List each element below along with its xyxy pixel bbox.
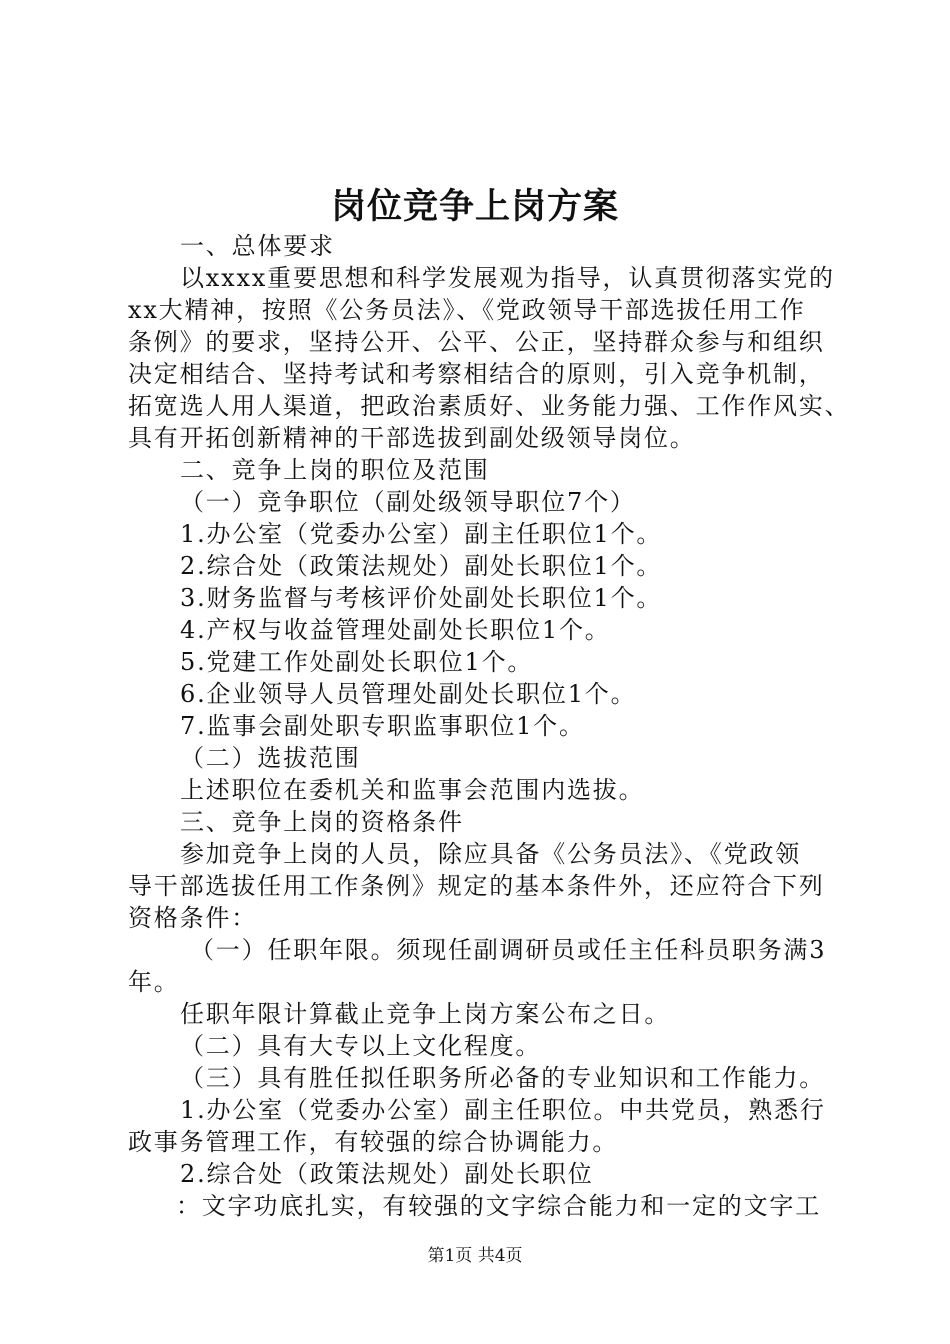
paragraph-line: 政事务管理工作，有较强的综合协调能力。 (128, 1128, 619, 1156)
paragraph-line: 具有开拓创新精神的干部选拔到副处级领导岗位。 (128, 424, 696, 452)
section-heading-2: 二、竞争上岗的职位及范围 (180, 456, 490, 484)
list-item: 1.办公室（党委办公室）副主任职位。中共党员，熟悉行 (180, 1096, 826, 1124)
section-heading-3: 三、竞争上岗的资格条件 (180, 808, 464, 836)
paragraph-line: 拓宽选人用人渠道，把政治素质好、业务能力强、工作作风实、 (128, 392, 851, 420)
list-item: 5.党建工作处副处长职位1个。 (180, 648, 534, 676)
paragraph-line: 决定相结合、坚持考试和考察相结合的原则，引入竞争机制， (128, 360, 825, 388)
paragraph-line: （三）具有胜任拟任职务所必备的专业知识和工作能力。 (180, 1064, 825, 1092)
list-item: 4.产权与收益管理处副处长职位1个。 (180, 616, 611, 644)
section-heading-1: 一、总体要求 (180, 232, 335, 260)
paragraph-line: ：文字功底扎实，有较强的文字综合能力和一定的文字工 (176, 1192, 821, 1220)
paragraph-line: 年。 (128, 968, 180, 996)
list-item: 6.企业领导人员管理处副处长职位1个。 (180, 680, 637, 708)
paragraph-line: 条例》的要求，坚持公开、公平、公正，坚持群众参与和组织 (128, 328, 825, 356)
paragraph-line: （二）具有大专以上文化程度。 (180, 1032, 542, 1060)
paragraph-line: （一）任职年限。须现任副调研员或任主任科员职务满3 (190, 936, 827, 964)
paragraph-line: xx大精神，按照《公务员法》、《党政领导干部选拔任用工作 (128, 296, 806, 324)
list-item: 3.财务监督与考核评价处副处长职位1个。 (180, 584, 663, 612)
list-item: 7.监事会副处职专职监事职位1个。 (180, 712, 585, 740)
list-item: 2.综合处（政策法规处）副处长职位1个。 (180, 552, 663, 580)
paragraph-line: 任职年限计算截止竞争上岗方案公布之日。 (180, 1000, 671, 1028)
page-number-footer: 第1页 共4页 (427, 1246, 523, 1266)
paragraph-line: 导干部选拔任用工作条例》规定的基本条件外，还应符合下列 (128, 872, 825, 900)
list-item: 1.办公室（党委办公室）副主任职位1个。 (180, 520, 663, 548)
paragraph-line: 以xxxx重要思想和科学发展观为指导，认真贯彻落实党的 (180, 264, 835, 292)
subsection-heading: （二）选拔范围 (180, 744, 361, 772)
paragraph-line: 资格条件： (128, 904, 257, 932)
document-body (128, 230, 851, 1222)
subsection-heading: （一）竞争职位（副处级领导职位7个） (180, 488, 636, 516)
document-title: 岗位竞争上岗方案 (330, 186, 619, 227)
paragraph-line: 上述职位在委机关和监事会范围内选拔。 (180, 776, 645, 804)
list-item: 2.综合处（政策法规处）副处长职位 (180, 1160, 594, 1188)
paragraph-line: 参加竞争上岗的人员，除应具备《公务员法》、《党政领 (180, 840, 801, 868)
